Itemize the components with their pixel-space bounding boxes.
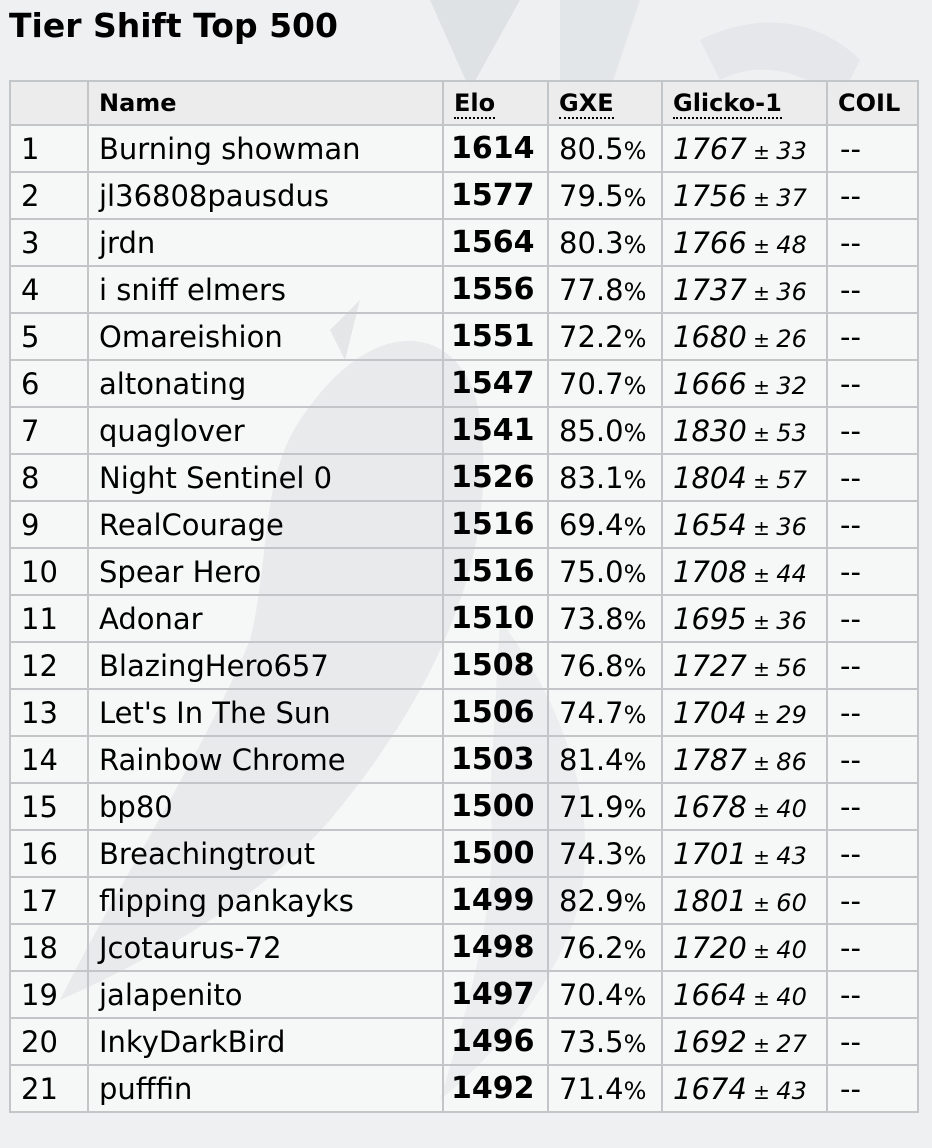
player-name-cell: Rainbow Chrome — [88, 736, 443, 783]
table-row — [10, 830, 918, 877]
glicko-rating: 1704 — [673, 695, 747, 730]
gxe-value: 71.9 — [559, 789, 624, 824]
table-row — [10, 877, 918, 924]
ladder-body — [10, 125, 918, 1112]
coil-cell: -- — [827, 501, 918, 548]
glicko-cell — [662, 454, 827, 501]
table-row — [10, 971, 918, 1018]
plus-minus-sign: ± — [746, 186, 777, 211]
table-row — [10, 172, 918, 219]
glicko-rating: 1787 — [673, 742, 747, 777]
elo-cell: 1577 — [443, 172, 548, 219]
glicko-rating: 1737 — [673, 272, 747, 307]
gxe-value: 71.4 — [559, 1071, 624, 1106]
elo-cell: 1547 — [443, 360, 548, 407]
glicko-deviation: 48 — [776, 230, 807, 259]
player-name-cell: InkyDarkBird — [88, 1018, 443, 1065]
glicko-deviation: 36 — [776, 277, 807, 306]
percent-sign: % — [623, 183, 647, 212]
elo-cell: 1508 — [443, 642, 548, 689]
glicko-cell — [662, 548, 827, 595]
gxe-cell — [548, 971, 662, 1018]
gxe-cell — [548, 830, 662, 877]
coil-cell: -- — [827, 313, 918, 360]
gxe-value: 80.5 — [559, 131, 624, 166]
gxe-cell — [548, 125, 662, 172]
coil-cell: -- — [827, 125, 918, 172]
coil-cell: -- — [827, 266, 918, 313]
gxe-cell — [548, 501, 662, 548]
plus-minus-sign: ± — [746, 938, 777, 963]
percent-sign: % — [623, 982, 647, 1011]
coil-cell: -- — [827, 407, 918, 454]
table-header-row — [10, 81, 918, 125]
percent-sign: % — [623, 277, 647, 306]
rank-cell: 17 — [10, 877, 88, 924]
gxe-value: 73.8 — [559, 601, 624, 636]
coil-cell: -- — [827, 689, 918, 736]
glicko-deviation: 56 — [776, 653, 807, 682]
player-name-cell: BlazingHero657 — [88, 642, 443, 689]
player-name-cell: altonating — [88, 360, 443, 407]
player-name-cell: quaglover — [88, 407, 443, 454]
table-row — [10, 219, 918, 266]
glicko-deviation: 57 — [776, 465, 807, 494]
elo-cell: 1499 — [443, 877, 548, 924]
glicko-rating: 1692 — [673, 1024, 747, 1059]
rank-cell: 5 — [10, 313, 88, 360]
table-row — [10, 924, 918, 971]
glicko-cell — [662, 783, 827, 830]
plus-minus-sign: ± — [746, 1079, 777, 1104]
percent-sign: % — [623, 371, 647, 400]
player-name-cell: i sniff elmers — [88, 266, 443, 313]
gxe-cell — [548, 924, 662, 971]
glicko-deviation: 60 — [776, 888, 807, 917]
elo-sort-link[interactable]: Elo — [454, 89, 496, 117]
percent-sign: % — [623, 700, 647, 729]
glicko-cell — [662, 971, 827, 1018]
gxe-cell — [548, 172, 662, 219]
glicko-cell — [662, 1065, 827, 1112]
rank-cell: 12 — [10, 642, 88, 689]
coil-cell: -- — [827, 595, 918, 642]
glicko-deviation: 26 — [776, 324, 807, 353]
gxe-value: 69.4 — [559, 507, 624, 542]
gxe-value: 74.7 — [559, 695, 624, 730]
rank-cell: 8 — [10, 454, 88, 501]
percent-sign: % — [623, 136, 647, 165]
table-row — [10, 548, 918, 595]
table-row — [10, 1065, 918, 1112]
elo-cell: 1541 — [443, 407, 548, 454]
player-name-cell: bp80 — [88, 783, 443, 830]
glicko-rating: 1767 — [673, 131, 747, 166]
elo-cell: 1500 — [443, 783, 548, 830]
plus-minus-sign: ± — [746, 656, 777, 681]
player-name-cell: Jcotaurus-72 — [88, 924, 443, 971]
glicko-cell — [662, 1018, 827, 1065]
glicko-deviation: 86 — [776, 747, 807, 776]
glicko-deviation: 43 — [776, 1076, 807, 1105]
percent-sign: % — [623, 606, 647, 635]
gxe-cell — [548, 548, 662, 595]
glicko-deviation: 43 — [776, 841, 807, 870]
elo-cell: 1614 — [443, 125, 548, 172]
player-name-cell: RealCourage — [88, 501, 443, 548]
glicko-column-header[interactable] — [662, 81, 827, 125]
coil-cell: -- — [827, 877, 918, 924]
gxe-cell — [548, 360, 662, 407]
rank-cell: 14 — [10, 736, 88, 783]
glicko-deviation: 36 — [776, 606, 807, 635]
gxe-value: 73.5 — [559, 1024, 624, 1059]
coil-cell: -- — [827, 360, 918, 407]
glicko-rating: 1720 — [673, 930, 747, 965]
glicko-deviation: 32 — [776, 371, 807, 400]
plus-minus-sign: ± — [746, 280, 777, 305]
plus-minus-sign: ± — [746, 985, 777, 1010]
gxe-sort-link[interactable]: GXE — [559, 89, 614, 117]
coil-cell: -- — [827, 1065, 918, 1112]
percent-sign: % — [623, 888, 647, 917]
glicko-rating: 1678 — [673, 789, 747, 824]
gxe-value: 80.3 — [559, 225, 624, 260]
glicko-rating: 1701 — [673, 836, 747, 871]
glicko-cell — [662, 830, 827, 877]
table-row — [10, 689, 918, 736]
percent-sign: % — [623, 1029, 647, 1058]
glicko-cell — [662, 924, 827, 971]
glicko-rating: 1727 — [673, 648, 747, 683]
percent-sign: % — [623, 418, 647, 447]
player-name-cell: Omareishion — [88, 313, 443, 360]
ladder-table — [9, 80, 919, 1113]
elo-cell: 1564 — [443, 219, 548, 266]
plus-minus-sign: ± — [746, 421, 777, 446]
table-row — [10, 454, 918, 501]
glicko-rating: 1801 — [673, 883, 747, 918]
glicko-cell — [662, 689, 827, 736]
percent-sign: % — [623, 747, 647, 776]
rank-cell: 10 — [10, 548, 88, 595]
rank-cell: 13 — [10, 689, 88, 736]
elo-cell: 1492 — [443, 1065, 548, 1112]
plus-minus-sign: ± — [746, 562, 777, 587]
glicko-cell — [662, 313, 827, 360]
elo-cell: 1551 — [443, 313, 548, 360]
table-row — [10, 1018, 918, 1065]
glicko-cell — [662, 125, 827, 172]
coil-cell: -- — [827, 219, 918, 266]
table-row — [10, 266, 918, 313]
rank-cell: 11 — [10, 595, 88, 642]
player-name-cell: jalapenito — [88, 971, 443, 1018]
plus-minus-sign: ± — [746, 609, 777, 634]
gxe-cell — [548, 642, 662, 689]
percent-sign: % — [623, 935, 647, 964]
table-row — [10, 125, 918, 172]
plus-minus-sign: ± — [746, 891, 777, 916]
glicko-deviation: 40 — [776, 982, 807, 1011]
rank-cell: 16 — [10, 830, 88, 877]
gxe-value: 70.7 — [559, 366, 624, 401]
rank-cell: 6 — [10, 360, 88, 407]
player-name-cell: Burning showman — [88, 125, 443, 172]
rank-cell: 1 — [10, 125, 88, 172]
elo-cell: 1506 — [443, 689, 548, 736]
table-row — [10, 313, 918, 360]
glicko-rating: 1666 — [673, 366, 747, 401]
percent-sign: % — [623, 324, 647, 353]
percent-sign: % — [623, 841, 647, 870]
glicko-cell — [662, 172, 827, 219]
glicko-rating: 1804 — [673, 460, 747, 495]
glicko-rating: 1708 — [673, 554, 747, 589]
gxe-cell — [548, 736, 662, 783]
plus-minus-sign: ± — [746, 515, 777, 540]
elo-cell: 1503 — [443, 736, 548, 783]
gxe-value: 70.4 — [559, 977, 624, 1012]
rank-cell: 18 — [10, 924, 88, 971]
rank-column-header — [10, 81, 88, 125]
elo-cell: 1497 — [443, 971, 548, 1018]
glicko-deviation: 29 — [776, 700, 807, 729]
gxe-cell — [548, 595, 662, 642]
gxe-value: 79.5 — [559, 178, 624, 213]
glicko-rating: 1756 — [673, 178, 747, 213]
glicko-deviation: 36 — [776, 512, 807, 541]
gxe-cell — [548, 313, 662, 360]
percent-sign: % — [623, 653, 647, 682]
plus-minus-sign: ± — [746, 797, 777, 822]
glicko-deviation: 44 — [776, 559, 807, 588]
gxe-cell — [548, 689, 662, 736]
gxe-cell — [548, 877, 662, 924]
glicko-rating: 1680 — [673, 319, 747, 354]
coil-cell: -- — [827, 924, 918, 971]
player-name-cell: Spear Hero — [88, 548, 443, 595]
gxe-value: 82.9 — [559, 883, 624, 918]
percent-sign: % — [623, 512, 647, 541]
elo-cell: 1516 — [443, 501, 548, 548]
coil-cell: -- — [827, 736, 918, 783]
rank-cell: 4 — [10, 266, 88, 313]
coil-cell: -- — [827, 1018, 918, 1065]
percent-sign: % — [623, 465, 647, 494]
plus-minus-sign: ± — [746, 327, 777, 352]
rank-cell: 3 — [10, 219, 88, 266]
glicko-deviation: 27 — [776, 1029, 807, 1058]
player-name-cell: jrdn — [88, 219, 443, 266]
percent-sign: % — [623, 1076, 647, 1105]
elo-cell: 1496 — [443, 1018, 548, 1065]
rank-cell: 2 — [10, 172, 88, 219]
glicko-sort-link[interactable]: Glicko-1 — [673, 89, 782, 117]
rank-cell: 15 — [10, 783, 88, 830]
percent-sign: % — [623, 230, 647, 259]
coil-cell: -- — [827, 783, 918, 830]
glicko-cell — [662, 360, 827, 407]
rank-cell: 20 — [10, 1018, 88, 1065]
page-title: Tier Shift Top 500 — [9, 6, 338, 45]
glicko-rating: 1654 — [673, 507, 747, 542]
gxe-value: 75.0 — [559, 554, 624, 589]
glicko-rating: 1766 — [673, 225, 747, 260]
table-row — [10, 407, 918, 454]
name-column-header: Name — [88, 81, 443, 125]
player-name-cell: Let's In The Sun — [88, 689, 443, 736]
glicko-deviation: 37 — [776, 183, 807, 212]
glicko-cell — [662, 501, 827, 548]
elo-cell: 1510 — [443, 595, 548, 642]
gxe-cell — [548, 783, 662, 830]
player-name-cell: Breachingtrout — [88, 830, 443, 877]
gxe-value: 72.2 — [559, 319, 624, 354]
gxe-cell — [548, 219, 662, 266]
gxe-cell — [548, 407, 662, 454]
glicko-rating: 1695 — [673, 601, 747, 636]
gxe-value: 74.3 — [559, 836, 624, 871]
gxe-value: 81.4 — [559, 742, 624, 777]
table-row — [10, 595, 918, 642]
glicko-rating: 1830 — [673, 413, 747, 448]
plus-minus-sign: ± — [746, 468, 777, 493]
gxe-value: 85.0 — [559, 413, 624, 448]
coil-cell: -- — [827, 971, 918, 1018]
coil-column-header: COIL — [827, 81, 918, 125]
glicko-cell — [662, 266, 827, 313]
gxe-value: 76.8 — [559, 648, 624, 683]
percent-sign: % — [623, 559, 647, 588]
glicko-deviation: 53 — [776, 418, 807, 447]
plus-minus-sign: ± — [746, 139, 777, 164]
elo-cell: 1516 — [443, 548, 548, 595]
gxe-column-header[interactable] — [548, 81, 662, 125]
rank-cell: 19 — [10, 971, 88, 1018]
glicko-cell — [662, 219, 827, 266]
gxe-cell — [548, 1018, 662, 1065]
glicko-deviation: 33 — [776, 136, 807, 165]
player-name-cell: jl36808pausdus — [88, 172, 443, 219]
gxe-value: 77.8 — [559, 272, 624, 307]
coil-cell: -- — [827, 830, 918, 877]
glicko-cell — [662, 877, 827, 924]
elo-column-header[interactable] — [443, 81, 548, 125]
player-name-cell: Night Sentinel 0 — [88, 454, 443, 501]
glicko-cell — [662, 595, 827, 642]
rank-cell: 21 — [10, 1065, 88, 1112]
gxe-cell — [548, 454, 662, 501]
table-row — [10, 642, 918, 689]
elo-cell: 1526 — [443, 454, 548, 501]
glicko-deviation: 40 — [776, 935, 807, 964]
coil-cell: -- — [827, 172, 918, 219]
elo-cell: 1500 — [443, 830, 548, 877]
glicko-rating: 1674 — [673, 1071, 747, 1106]
elo-cell: 1498 — [443, 924, 548, 971]
rank-cell: 7 — [10, 407, 88, 454]
glicko-rating: 1664 — [673, 977, 747, 1012]
rank-cell: 9 — [10, 501, 88, 548]
plus-minus-sign: ± — [746, 844, 777, 869]
player-name-cell: Adonar — [88, 595, 443, 642]
elo-cell: 1556 — [443, 266, 548, 313]
percent-sign: % — [623, 794, 647, 823]
player-name-cell: flipping pankayks — [88, 877, 443, 924]
gxe-value: 83.1 — [559, 460, 624, 495]
plus-minus-sign: ± — [746, 374, 777, 399]
player-name-cell: pufffin — [88, 1065, 443, 1112]
glicko-cell — [662, 642, 827, 689]
coil-cell: -- — [827, 454, 918, 501]
gxe-cell — [548, 266, 662, 313]
glicko-cell — [662, 736, 827, 783]
plus-minus-sign: ± — [746, 233, 777, 258]
glicko-deviation: 40 — [776, 794, 807, 823]
gxe-cell — [548, 1065, 662, 1112]
table-row — [10, 501, 918, 548]
table-row — [10, 736, 918, 783]
table-row — [10, 783, 918, 830]
plus-minus-sign: ± — [746, 1032, 777, 1057]
table-row — [10, 360, 918, 407]
gxe-value: 76.2 — [559, 930, 624, 965]
coil-cell: -- — [827, 642, 918, 689]
glicko-cell — [662, 407, 827, 454]
plus-minus-sign: ± — [746, 703, 777, 728]
coil-cell: -- — [827, 548, 918, 595]
plus-minus-sign: ± — [746, 750, 777, 775]
